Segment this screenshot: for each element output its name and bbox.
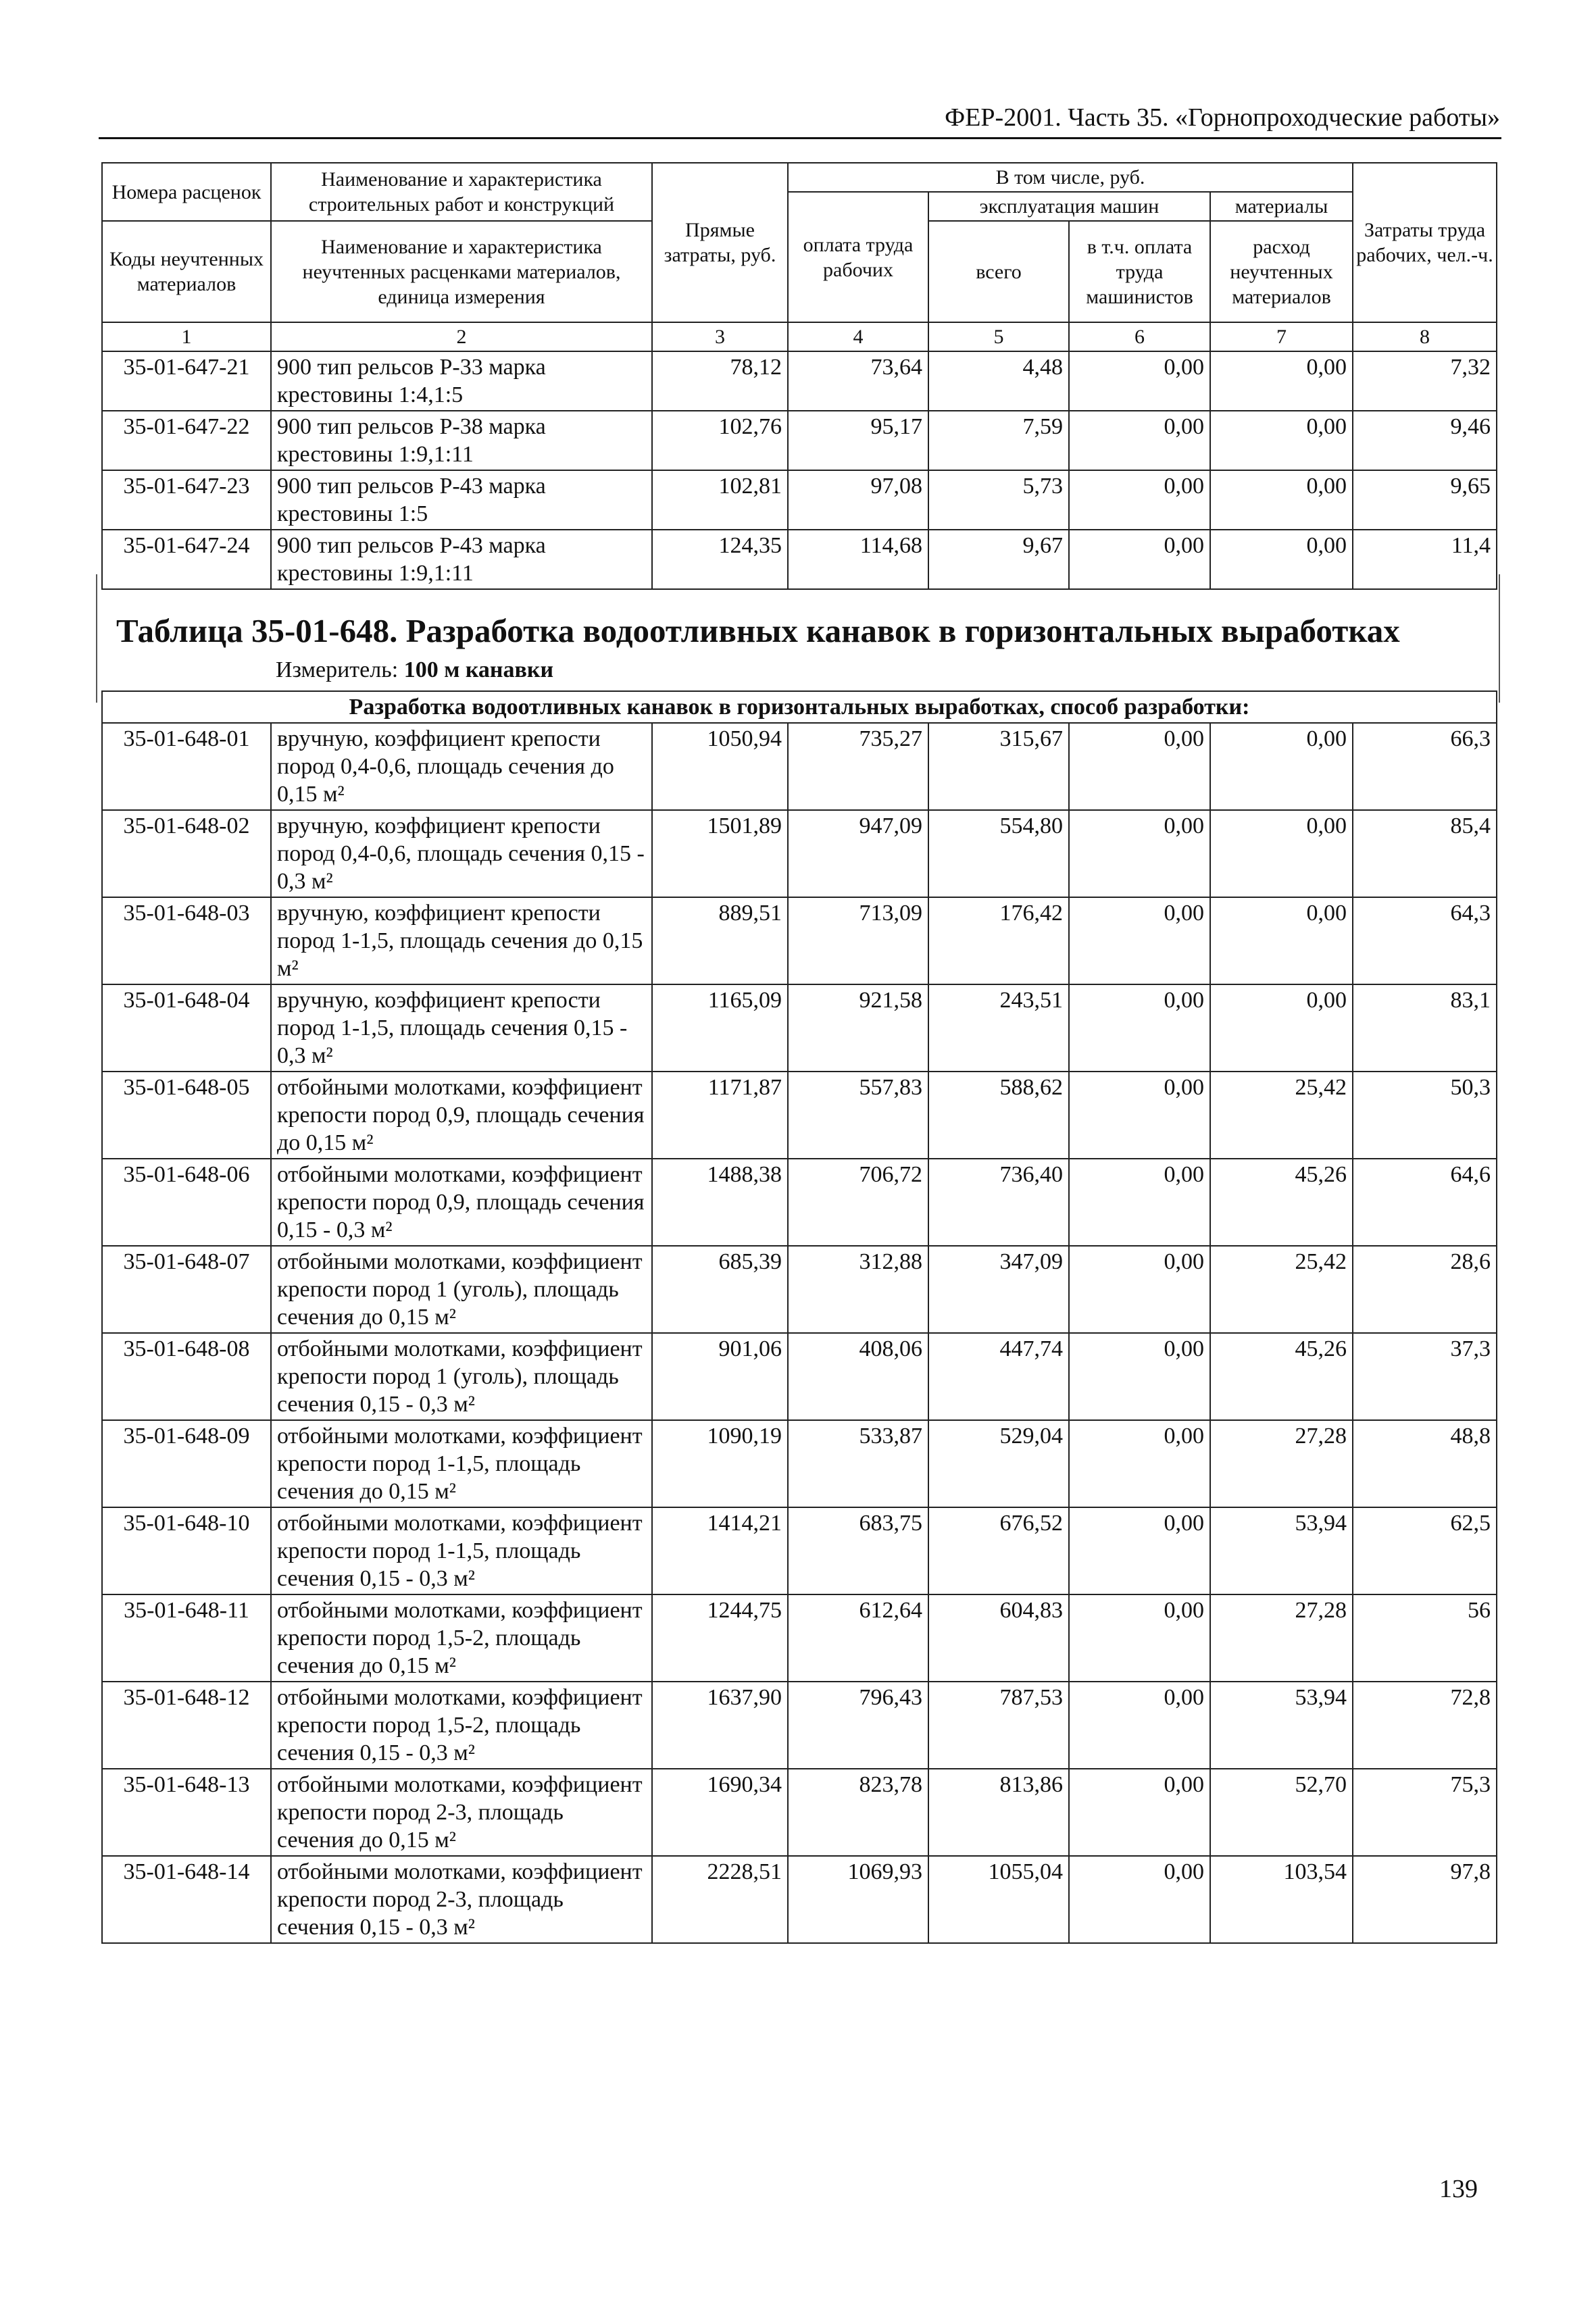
worker-wages: 947,09 <box>788 810 928 897</box>
work-description: вручную, коэффициент крепости пород 0,4-0,6, площадь сечения до 0,15 м² <box>271 723 652 810</box>
direct-costs: 1165,09 <box>652 984 788 1072</box>
labor-hours: 37,3 <box>1353 1333 1497 1420</box>
material-costs: 52,70 <box>1210 1769 1353 1856</box>
rate-code: 35-01-647-21 <box>102 351 271 411</box>
table-row <box>102 1769 1497 1856</box>
material-costs: 53,94 <box>1210 1682 1353 1769</box>
labor-hours: 85,4 <box>1353 810 1497 897</box>
direct-costs: 1637,90 <box>652 1682 788 1769</box>
column-number: 1 <box>102 322 271 351</box>
table-row <box>102 1159 1497 1246</box>
work-description: отбойными молотками, коэффициент крепости пород 0,9, площадь сечения 0,15 - 0,3 м² <box>271 1159 652 1246</box>
labor-hours: 28,6 <box>1353 1246 1497 1333</box>
direct-costs: 1171,87 <box>652 1072 788 1159</box>
material-costs: 25,42 <box>1210 1246 1353 1333</box>
worker-wages: 557,83 <box>788 1072 928 1159</box>
column-number: 7 <box>1210 322 1353 351</box>
labor-hours: 9,65 <box>1353 470 1497 530</box>
table-647-body <box>102 351 1497 589</box>
machine-costs: 529,04 <box>928 1420 1069 1507</box>
column-number: 2 <box>271 322 652 351</box>
direct-costs: 1244,75 <box>652 1594 788 1682</box>
labor-hours: 50,3 <box>1353 1072 1497 1159</box>
direct-costs: 102,81 <box>652 470 788 530</box>
operator-wages: 0,00 <box>1069 1246 1210 1333</box>
table-row <box>102 723 1497 810</box>
direct-costs: 1488,38 <box>652 1159 788 1246</box>
labor-hours: 64,6 <box>1353 1159 1497 1246</box>
worker-wages: 1069,93 <box>788 1856 928 1943</box>
header-labor-costs: Затраты труда рабочих, чел.-ч. <box>1353 163 1497 322</box>
measurement-unit-value: 100 м канавки <box>403 657 554 682</box>
operator-wages: 0,00 <box>1069 411 1210 470</box>
table-column-header <box>102 163 1497 351</box>
labor-hours: 83,1 <box>1353 984 1497 1072</box>
header-material-codes: Коды неучтенных материалов <box>102 221 271 322</box>
direct-costs: 1090,19 <box>652 1420 788 1507</box>
header-rule <box>99 137 1501 139</box>
header-rate-numbers: Номера расценок <box>102 163 271 221</box>
table-row <box>102 530 1497 589</box>
table-row <box>102 1682 1497 1769</box>
header-worker-wages: оплата труда рабочих <box>788 192 928 322</box>
machine-costs: 176,42 <box>928 897 1069 984</box>
machine-costs: 4,48 <box>928 351 1069 411</box>
operator-wages: 0,00 <box>1069 470 1210 530</box>
machine-costs: 347,09 <box>928 1246 1069 1333</box>
operator-wages: 0,00 <box>1069 351 1210 411</box>
header-unaccounted-materials: расход неучтенных материалов <box>1210 221 1353 322</box>
labor-hours: 64,3 <box>1353 897 1497 984</box>
worker-wages: 114,68 <box>788 530 928 589</box>
direct-costs: 1414,21 <box>652 1507 788 1594</box>
work-description: отбойными молотками, коэффициент крепости пород 1-1,5, площадь сечения до 0,15 м² <box>271 1420 652 1507</box>
table-row <box>102 470 1497 530</box>
machine-costs: 736,40 <box>928 1159 1069 1246</box>
header-materials: материалы <box>1210 192 1353 221</box>
labor-hours: 56 <box>1353 1594 1497 1682</box>
work-description: отбойными молотками, коэффициент крепости пород 1,5-2, площадь сечения 0,15 - 0,3 м² <box>271 1682 652 1769</box>
header-including-group: В том числе, руб. <box>788 163 1353 192</box>
worker-wages: 735,27 <box>788 723 928 810</box>
operator-wages: 0,00 <box>1069 1159 1210 1246</box>
rate-code: 35-01-648-13 <box>102 1769 271 1856</box>
operator-wages: 0,00 <box>1069 1507 1210 1594</box>
work-description: вручную, коэффициент крепости пород 1-1,5, площадь сечения до 0,15 м² <box>271 897 652 984</box>
work-description: 900 тип рельсов Р-43 марка крестовины 1:5 <box>271 470 652 530</box>
rate-code: 35-01-648-09 <box>102 1420 271 1507</box>
table-row <box>102 897 1497 984</box>
rate-code: 35-01-647-23 <box>102 470 271 530</box>
rate-code: 35-01-648-10 <box>102 1507 271 1594</box>
worker-wages: 408,06 <box>788 1333 928 1420</box>
direct-costs: 1501,89 <box>652 810 788 897</box>
material-costs: 0,00 <box>1210 351 1353 411</box>
machine-costs: 588,62 <box>928 1072 1069 1159</box>
labor-hours: 11,4 <box>1353 530 1497 589</box>
header-machines-total: всего <box>928 221 1069 322</box>
labor-hours: 75,3 <box>1353 1769 1497 1856</box>
labor-hours: 66,3 <box>1353 723 1497 810</box>
page-number: 139 <box>1439 2175 1478 2203</box>
worker-wages: 612,64 <box>788 1594 928 1682</box>
table-648-body <box>102 691 1497 1943</box>
measurement-unit <box>276 657 553 683</box>
operator-wages: 0,00 <box>1069 984 1210 1072</box>
worker-wages: 533,87 <box>788 1420 928 1507</box>
machine-costs: 676,52 <box>928 1507 1069 1594</box>
operator-wages: 0,00 <box>1069 1682 1210 1769</box>
rate-code: 35-01-648-06 <box>102 1159 271 1246</box>
machine-costs: 7,59 <box>928 411 1069 470</box>
operator-wages: 0,00 <box>1069 1856 1210 1943</box>
machine-costs: 5,73 <box>928 470 1069 530</box>
table-row <box>102 1856 1497 1943</box>
direct-costs: 78,12 <box>652 351 788 411</box>
table-row <box>102 411 1497 470</box>
direct-costs: 1050,94 <box>652 723 788 810</box>
rate-code: 35-01-648-14 <box>102 1856 271 1943</box>
table-row <box>102 1420 1497 1507</box>
material-costs: 0,00 <box>1210 470 1353 530</box>
machine-costs: 1055,04 <box>928 1856 1069 1943</box>
worker-wages: 823,78 <box>788 1769 928 1856</box>
rate-code: 35-01-647-22 <box>102 411 271 470</box>
machine-costs: 554,80 <box>928 810 1069 897</box>
header-work-name: Наименование и характеристика строительных работ и конструкций <box>271 163 652 221</box>
operator-wages: 0,00 <box>1069 723 1210 810</box>
direct-costs: 1690,34 <box>652 1769 788 1856</box>
operator-wages: 0,00 <box>1069 1769 1210 1856</box>
work-description: 900 тип рельсов Р-38 марка крестовины 1:9,1:11 <box>271 411 652 470</box>
material-costs: 103,54 <box>1210 1856 1353 1943</box>
worker-wages: 97,08 <box>788 470 928 530</box>
rates-table-647 <box>101 162 1497 590</box>
material-costs: 0,00 <box>1210 530 1353 589</box>
table-row <box>102 1246 1497 1333</box>
worker-wages: 796,43 <box>788 1682 928 1769</box>
operator-wages: 0,00 <box>1069 897 1210 984</box>
work-description: отбойными молотками, коэффициент крепости пород 0,9, площадь сечения до 0,15 м² <box>271 1072 652 1159</box>
machine-costs: 243,51 <box>928 984 1069 1072</box>
worker-wages: 95,17 <box>788 411 928 470</box>
table-row <box>102 351 1497 411</box>
operator-wages: 0,00 <box>1069 810 1210 897</box>
rate-code: 35-01-648-08 <box>102 1333 271 1420</box>
worker-wages: 73,64 <box>788 351 928 411</box>
material-costs: 45,26 <box>1210 1159 1353 1246</box>
material-costs: 27,28 <box>1210 1594 1353 1682</box>
labor-hours: 72,8 <box>1353 1682 1497 1769</box>
rate-code: 35-01-648-07 <box>102 1246 271 1333</box>
table-row <box>102 1333 1497 1420</box>
labor-hours: 97,8 <box>1353 1856 1497 1943</box>
work-description: отбойными молотками, коэффициент крепости пород 1 (уголь), площадь сечения 0,15 - 0,3 м² <box>271 1333 652 1420</box>
table-row <box>102 810 1497 897</box>
section-title-row: Разработка водоотливных канавок в горизонтальных выработках, способ разработки: <box>102 691 1497 723</box>
rate-code: 35-01-648-02 <box>102 810 271 897</box>
material-costs: 27,28 <box>1210 1420 1353 1507</box>
table-row <box>102 1507 1497 1594</box>
column-number: 6 <box>1069 322 1210 351</box>
column-number: 5 <box>928 322 1069 351</box>
direct-costs: 685,39 <box>652 1246 788 1333</box>
direct-costs: 2228,51 <box>652 1856 788 1943</box>
material-costs: 0,00 <box>1210 411 1353 470</box>
operator-wages: 0,00 <box>1069 530 1210 589</box>
work-description: вручную, коэффициент крепости пород 0,4-0,6, площадь сечения 0,15 - 0,3 м² <box>271 810 652 897</box>
material-costs: 0,00 <box>1210 897 1353 984</box>
rate-code: 35-01-648-01 <box>102 723 271 810</box>
work-description: отбойными молотками, коэффициент крепости пород 2-3, площадь сечения 0,15 - 0,3 м² <box>271 1856 652 1943</box>
machine-costs: 315,67 <box>928 723 1069 810</box>
table-row <box>102 1594 1497 1682</box>
column-numbers-row <box>102 322 1497 351</box>
worker-wages: 683,75 <box>788 1507 928 1594</box>
machine-costs: 813,86 <box>928 1769 1069 1856</box>
header-material-names: Наименование и характеристика неучтенных расценками материалов, единица измерения <box>271 221 652 322</box>
right-margin-line <box>1499 574 1500 703</box>
operator-wages: 0,00 <box>1069 1333 1210 1420</box>
operator-wages: 0,00 <box>1069 1072 1210 1159</box>
work-description: 900 тип рельсов Р-33 марка крестовины 1:4,1:5 <box>271 351 652 411</box>
rate-code: 35-01-648-05 <box>102 1072 271 1159</box>
machine-costs: 9,67 <box>928 530 1069 589</box>
direct-costs: 889,51 <box>652 897 788 984</box>
column-number: 8 <box>1353 322 1497 351</box>
worker-wages: 921,58 <box>788 984 928 1072</box>
material-costs: 25,42 <box>1210 1072 1353 1159</box>
operator-wages: 0,00 <box>1069 1420 1210 1507</box>
page-header-title: ФЕР-2001. Часть 35. «Горнопроходческие работы» <box>945 103 1500 132</box>
labor-hours: 7,32 <box>1353 351 1497 411</box>
machine-costs: 447,74 <box>928 1333 1069 1420</box>
machine-costs: 604,83 <box>928 1594 1069 1682</box>
material-costs: 53,94 <box>1210 1507 1353 1594</box>
machine-costs: 787,53 <box>928 1682 1069 1769</box>
work-description: отбойными молотками, коэффициент крепости пород 1-1,5, площадь сечения 0,15 - 0,3 м² <box>271 1507 652 1594</box>
material-costs: 45,26 <box>1210 1333 1353 1420</box>
work-description: 900 тип рельсов Р-43 марка крестовины 1:9,1:11 <box>271 530 652 589</box>
table-648-title: Таблица 35-01-648. Разработка водоотливных канавок в горизонтальных выработках <box>116 612 1400 649</box>
column-number: 3 <box>652 322 788 351</box>
direct-costs: 124,35 <box>652 530 788 589</box>
header-machine-operation: эксплуатация машин <box>928 192 1210 221</box>
labor-hours: 62,5 <box>1353 1507 1497 1594</box>
labor-hours: 9,46 <box>1353 411 1497 470</box>
rate-code: 35-01-648-12 <box>102 1682 271 1769</box>
column-number: 4 <box>788 322 928 351</box>
header-direct-costs: Прямые затраты, руб. <box>652 163 788 322</box>
table-row <box>102 984 1497 1072</box>
operator-wages: 0,00 <box>1069 1594 1210 1682</box>
rates-table-648 <box>101 690 1497 1944</box>
work-description: отбойными молотками, коэффициент крепости пород 1,5-2, площадь сечения до 0,15 м² <box>271 1594 652 1682</box>
table-row <box>102 1072 1497 1159</box>
left-margin-line <box>96 574 97 703</box>
measurement-unit-label: Измеритель: <box>276 657 399 682</box>
worker-wages: 713,09 <box>788 897 928 984</box>
direct-costs: 901,06 <box>652 1333 788 1420</box>
header-operator-wages: в т.ч. оплата труда машинистов <box>1069 221 1210 322</box>
material-costs: 0,00 <box>1210 723 1353 810</box>
rate-code: 35-01-648-03 <box>102 897 271 984</box>
labor-hours: 48,8 <box>1353 1420 1497 1507</box>
rate-code: 35-01-648-11 <box>102 1594 271 1682</box>
work-description: отбойными молотками, коэффициент крепости пород 2-3, площадь сечения до 0,15 м² <box>271 1769 652 1856</box>
material-costs: 0,00 <box>1210 810 1353 897</box>
rate-code: 35-01-648-04 <box>102 984 271 1072</box>
work-description: вручную, коэффициент крепости пород 1-1,5, площадь сечения 0,15 - 0,3 м² <box>271 984 652 1072</box>
worker-wages: 706,72 <box>788 1159 928 1246</box>
work-description: отбойными молотками, коэффициент крепости пород 1 (уголь), площадь сечения до 0,15 м² <box>271 1246 652 1333</box>
rate-code: 35-01-647-24 <box>102 530 271 589</box>
worker-wages: 312,88 <box>788 1246 928 1333</box>
direct-costs: 102,76 <box>652 411 788 470</box>
material-costs: 0,00 <box>1210 984 1353 1072</box>
